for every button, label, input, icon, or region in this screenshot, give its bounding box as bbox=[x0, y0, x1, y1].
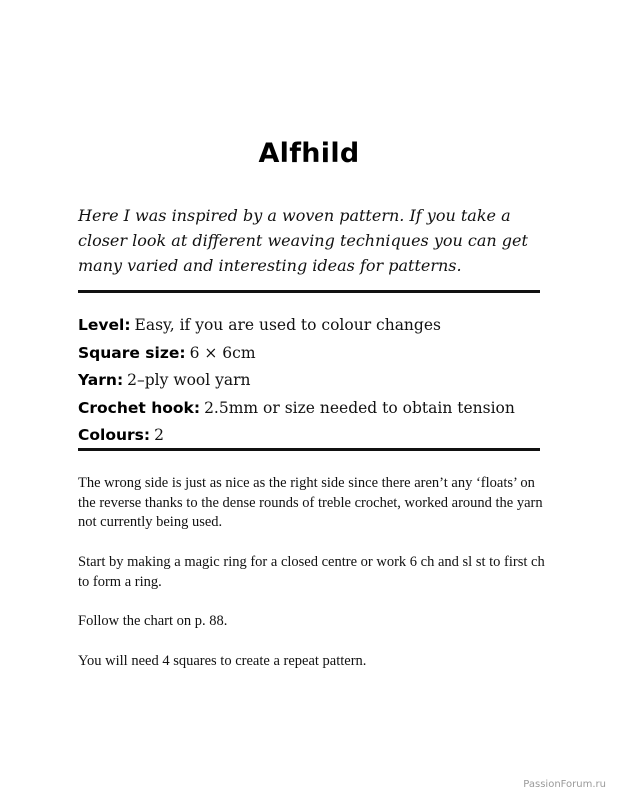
spec-label: Crochet hook: bbox=[78, 398, 201, 417]
body-paragraph-repeat: You will need 4 squares to create a repeat pattern. bbox=[78, 653, 367, 669]
bottom-divider bbox=[78, 448, 540, 451]
spec-yarn bbox=[78, 367, 548, 395]
spec-label: Square size: bbox=[78, 343, 186, 362]
spec-value: 2.5mm or size needed to obtain tension bbox=[204, 398, 515, 417]
body-paragraph-wrong-side: The wrong side is just as nice as the right side since there aren’t any ‘floats’ on the reverse thanks to the dense rounds of treble crochet, worked around the yarn not currently being used. bbox=[78, 475, 543, 530]
spec-crochet-hook bbox=[78, 395, 548, 423]
spec-level bbox=[78, 312, 548, 340]
spec-value: 2 bbox=[154, 426, 164, 444]
spec-value: Easy, if you are used to colour changes bbox=[134, 316, 441, 334]
pattern-title: Alfhild bbox=[258, 138, 360, 169]
spec-square-size bbox=[78, 340, 548, 368]
body-paragraph-magic-ring: Start by making a magic ring for a closed centre or work 6 ch and sl st to first ch to form a ring. bbox=[78, 554, 545, 590]
body-paragraph-chart: Follow the chart on p. 88. bbox=[78, 613, 228, 629]
spec-label: Level: bbox=[78, 316, 131, 334]
pattern-specs bbox=[78, 312, 548, 450]
intro-paragraph: Here I was inspired by a woven pattern. If you take a closer look at different weaving techniques you can get many varied and interesting ideas for patterns. bbox=[78, 206, 528, 275]
spec-colours bbox=[78, 422, 548, 450]
spec-value: 6 × 6cm bbox=[189, 343, 256, 362]
spec-label: Colours: bbox=[78, 426, 151, 444]
watermark: PassionForum.ru bbox=[523, 779, 606, 790]
top-divider bbox=[78, 290, 540, 293]
spec-label: Yarn: bbox=[78, 371, 124, 389]
spec-value: 2–ply wool yarn bbox=[127, 371, 251, 389]
